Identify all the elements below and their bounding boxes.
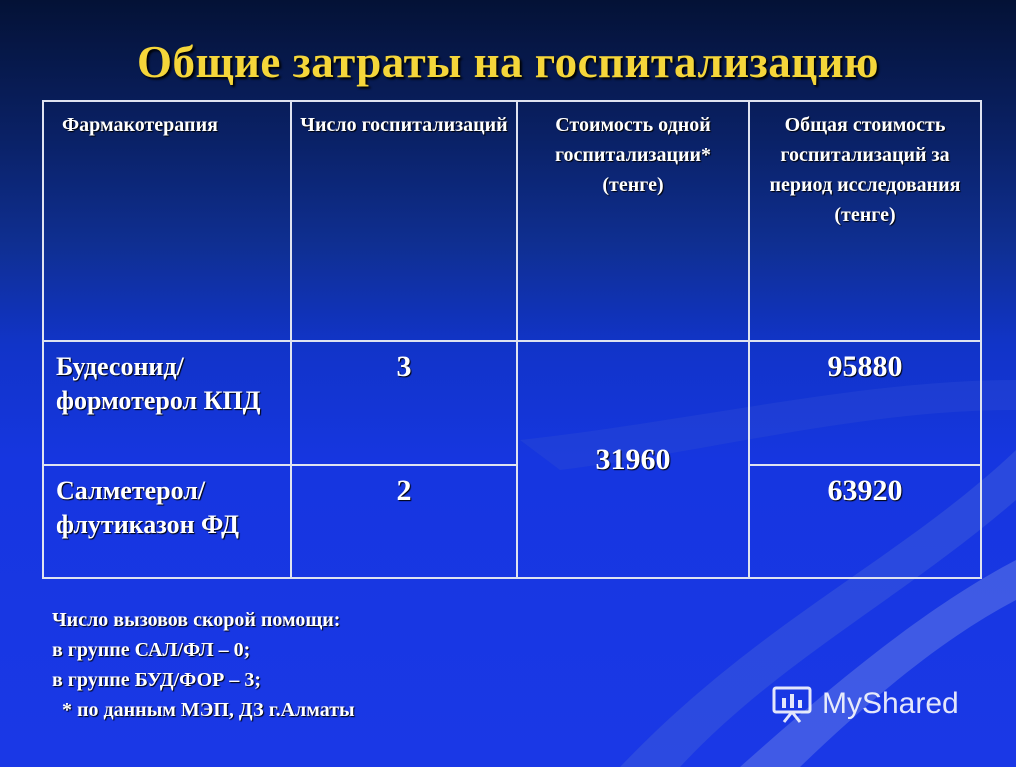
hospitalization-count: 2 bbox=[291, 465, 517, 578]
drug-name: Салметерол/ флутиказон ФД bbox=[43, 465, 291, 578]
table-row bbox=[43, 465, 981, 578]
drug-name: Будесонид/ формотерол КПД bbox=[43, 341, 291, 465]
cost-table bbox=[42, 100, 982, 579]
note-bud-for-group: в группе БУД/ФОР – 3; bbox=[52, 669, 262, 691]
table-header-row bbox=[43, 101, 981, 341]
hospitalization-count: 3 bbox=[291, 341, 517, 465]
table-row bbox=[43, 341, 981, 465]
total-cost: 95880 bbox=[749, 341, 981, 465]
header-total-cost: Общая стоимость госпитализаций за период исследования (тенге) bbox=[749, 101, 981, 341]
header-pharmacotherapy: Фармакотерапия bbox=[43, 101, 291, 341]
header-hospitalization-count: Число госпитализаций bbox=[291, 101, 517, 341]
note-source: * по данным МЭП, ДЗ г.Алматы bbox=[62, 699, 355, 721]
slide-title: Общие затраты на госпитализацию bbox=[137, 37, 879, 87]
header-unit-cost: Стоимость одной госпитализации* (тенге) bbox=[517, 101, 749, 341]
total-cost: 63920 bbox=[749, 465, 981, 578]
note-sal-fl-group: в группе САЛ/ФЛ – 0; bbox=[52, 639, 251, 661]
unit-cost-value: 31960 bbox=[517, 341, 749, 578]
watermark-text: MyShared bbox=[822, 687, 959, 720]
presentation-board-icon bbox=[770, 682, 814, 726]
footnotes bbox=[52, 605, 355, 725]
note-ambulance-calls: Число вызовов скорой помощи: bbox=[52, 609, 341, 631]
watermark bbox=[770, 680, 959, 728]
